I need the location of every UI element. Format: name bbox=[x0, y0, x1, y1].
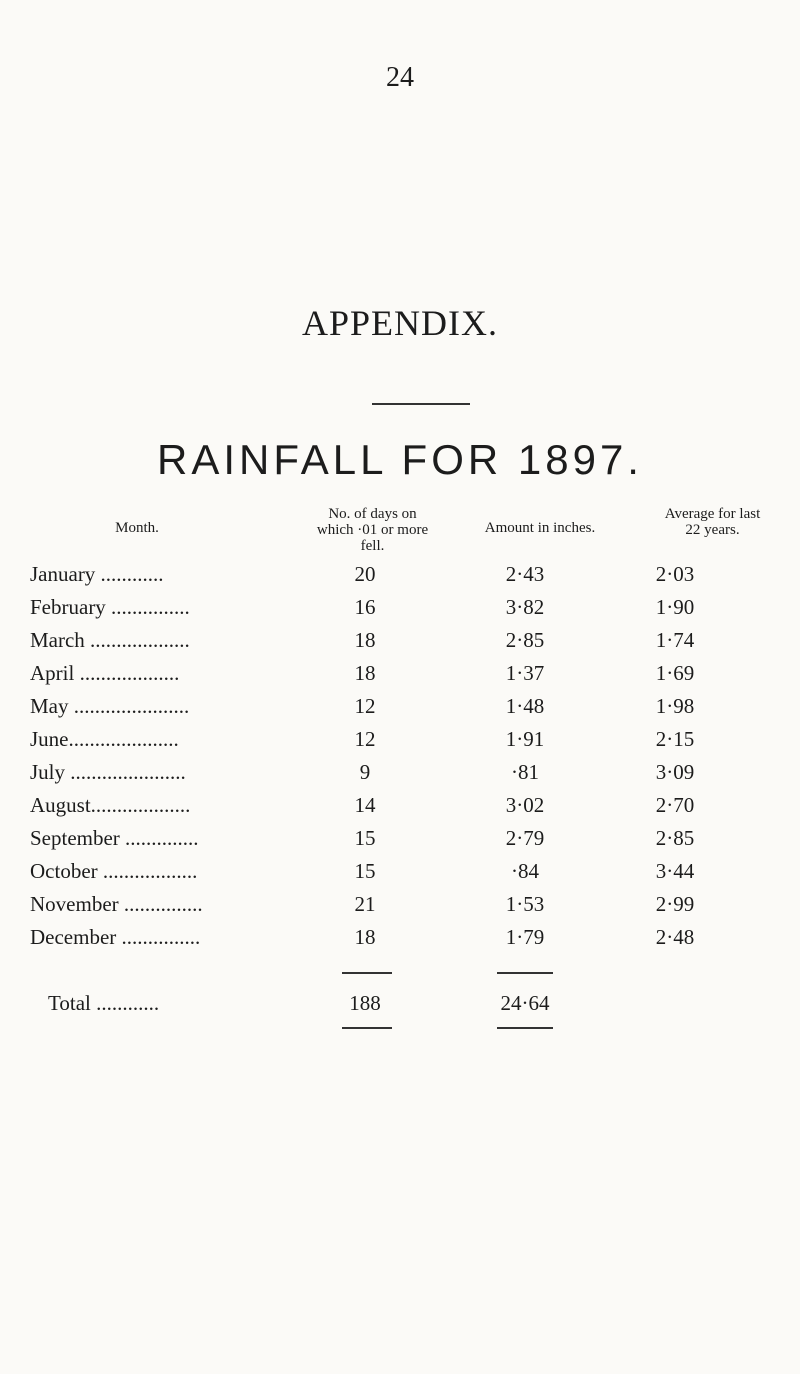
row-month: June..................... bbox=[30, 727, 179, 751]
row-month: December ............... bbox=[30, 925, 201, 949]
header-days bbox=[290, 506, 455, 554]
total-rule-amount-top bbox=[497, 972, 553, 974]
row-days: 18 bbox=[354, 661, 376, 685]
row-amount: 3·02 bbox=[505, 793, 545, 817]
row-average: 2·48 bbox=[655, 925, 695, 949]
row-average: 1·90 bbox=[655, 595, 695, 619]
appendix-heading: APPENDIX. bbox=[301, 303, 498, 343]
row-average: 3·09 bbox=[655, 760, 695, 784]
row-amount: 1·37 bbox=[505, 661, 545, 685]
row-average: 2·99 bbox=[655, 892, 695, 916]
row-days: 21 bbox=[354, 892, 376, 916]
header-average-line-1: Average for last bbox=[664, 506, 761, 522]
row-average: 1·98 bbox=[655, 694, 695, 718]
total-rule-days-bottom bbox=[342, 1027, 392, 1029]
row-amount: ·81 bbox=[511, 760, 539, 784]
row-days: 14 bbox=[354, 793, 376, 817]
page-title: RAINFALL FOR 1897. bbox=[157, 436, 643, 483]
row-days: 12 bbox=[354, 727, 376, 751]
row-amount: 1·79 bbox=[505, 925, 545, 949]
total-row bbox=[0, 991, 800, 1031]
total-rule-days-top bbox=[342, 972, 392, 974]
header-month: Month. bbox=[115, 520, 159, 536]
row-days: 15 bbox=[354, 826, 376, 850]
header-average-line-2: 22 years. bbox=[685, 522, 740, 538]
row-days: 12 bbox=[354, 694, 376, 718]
total-amount: 24·64 bbox=[500, 991, 550, 1015]
table-row bbox=[0, 925, 800, 965]
row-days: 18 bbox=[354, 925, 376, 949]
row-amount: 2·85 bbox=[505, 628, 545, 652]
row-average: 1·74 bbox=[655, 628, 695, 652]
row-month: April ................... bbox=[30, 661, 180, 685]
row-amount: 3·82 bbox=[505, 595, 545, 619]
row-average: 2·03 bbox=[655, 562, 695, 586]
row-month: February ............... bbox=[30, 595, 190, 619]
row-average: 2·85 bbox=[655, 826, 695, 850]
row-month: September .............. bbox=[30, 826, 199, 850]
header-amount: Amount in inches. bbox=[484, 520, 596, 536]
row-days: 20 bbox=[354, 562, 376, 586]
row-days: 9 bbox=[359, 760, 371, 784]
page-number: 24 bbox=[386, 62, 414, 93]
total-rule-amount-bottom bbox=[497, 1027, 553, 1029]
heading-divider bbox=[372, 403, 470, 405]
row-average: 1·69 bbox=[655, 661, 695, 685]
row-average: 2·15 bbox=[655, 727, 695, 751]
row-month: November ............... bbox=[30, 892, 203, 916]
row-amount: 2·43 bbox=[505, 562, 545, 586]
row-amount: 1·53 bbox=[505, 892, 545, 916]
row-amount: 1·91 bbox=[505, 727, 545, 751]
row-amount: 2·79 bbox=[505, 826, 545, 850]
row-days: 18 bbox=[354, 628, 376, 652]
row-amount: 1·48 bbox=[505, 694, 545, 718]
header-days-line-2: which ·01 or more bbox=[316, 522, 429, 538]
row-days: 16 bbox=[354, 595, 376, 619]
total-label: Total ............ bbox=[48, 991, 160, 1015]
row-days: 15 bbox=[354, 859, 376, 883]
header-average bbox=[630, 506, 795, 538]
total-days: 188 bbox=[349, 991, 381, 1015]
row-month: March ................... bbox=[30, 628, 190, 652]
row-average: 3·44 bbox=[655, 859, 695, 883]
row-amount: ·84 bbox=[511, 859, 539, 883]
header-days-line-3: fell. bbox=[360, 538, 385, 554]
header-days-line-1: No. of days on bbox=[328, 506, 417, 522]
row-month: May ...................... bbox=[30, 694, 190, 718]
row-month: January ............ bbox=[30, 562, 164, 586]
row-month: July ...................... bbox=[30, 760, 186, 784]
row-month: August................... bbox=[30, 793, 191, 817]
row-average: 2·70 bbox=[655, 793, 695, 817]
row-month: October .................. bbox=[30, 859, 198, 883]
